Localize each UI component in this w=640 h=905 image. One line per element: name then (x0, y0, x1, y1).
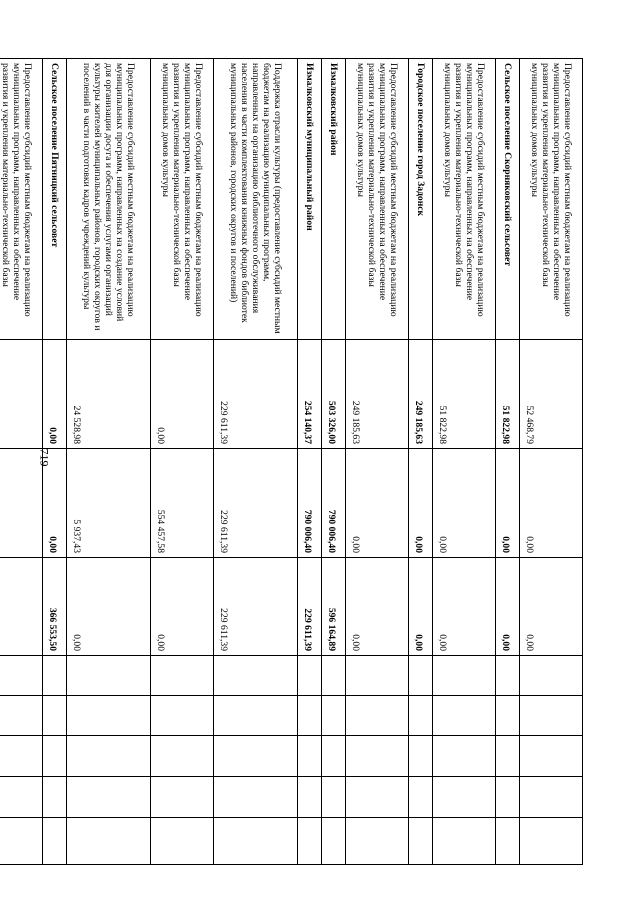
empty-cell (151, 696, 214, 736)
table-row (433, 59, 496, 865)
empty-cell (346, 696, 409, 736)
value-col-2: 554 457,58 (151, 449, 214, 558)
row-description: Измалковский район (322, 59, 346, 340)
empty-cell (433, 656, 496, 696)
empty-cell (214, 818, 298, 865)
value-col-2: 229 611,39 (214, 449, 298, 558)
empty-cell (520, 736, 583, 777)
value-col-1: 229 611,39 (214, 340, 298, 449)
value-col-2: 790 006,40 (298, 449, 322, 558)
empty-cell (346, 656, 409, 696)
row-description: Городское поселение город Задонск (409, 59, 433, 340)
empty-cell (0, 696, 43, 736)
empty-cell (67, 696, 151, 736)
value-col-3: 596 164,89 (322, 558, 346, 656)
value-col-2: 0,00 (346, 449, 409, 558)
empty-cell (298, 696, 322, 736)
row-description: Сельское поселение Скорняковский сельсовет (496, 59, 520, 340)
table-row (520, 59, 583, 865)
empty-cell (322, 818, 346, 865)
value-col-1: 503 326,00 (322, 340, 346, 449)
empty-cell (151, 818, 214, 865)
value-col-3: 229 611,39 (214, 558, 298, 656)
value-col-3: 0,00 (151, 558, 214, 656)
empty-cell (214, 696, 298, 736)
empty-cell (520, 818, 583, 865)
value-col-3: 0,00 (346, 558, 409, 656)
empty-cell (214, 736, 298, 777)
value-col-1: 0,00 (151, 340, 214, 449)
table-row (151, 59, 214, 865)
value-col-3: 229 611,39 (298, 558, 322, 656)
empty-cell (214, 777, 298, 818)
empty-cell (520, 777, 583, 818)
budget-table (0, 58, 583, 865)
row-description: Сельское поселение Пятницкий сельсовет (43, 59, 67, 340)
table-row (43, 59, 67, 865)
row-description: Предоставление субсидий местным бюджетам на реализацию муниципальных программ, направленных на обеспечение развития и укрепления материально-технической базы (0, 59, 43, 340)
empty-cell (346, 777, 409, 818)
value-col-2: 0,00 (43, 449, 67, 558)
empty-cell (151, 736, 214, 777)
table-row (409, 59, 433, 865)
table-row (214, 59, 298, 865)
value-col-2 (0, 449, 43, 558)
value-col-1: 254 140,37 (298, 340, 322, 449)
value-col-3: 0,00 (496, 558, 520, 656)
empty-cell (520, 696, 583, 736)
value-col-2: 0,00 (520, 449, 583, 558)
empty-cell (43, 777, 67, 818)
empty-cell (496, 736, 520, 777)
table-row (298, 59, 322, 865)
empty-cell (298, 777, 322, 818)
table-row (322, 59, 346, 865)
empty-cell (346, 818, 409, 865)
empty-cell (433, 777, 496, 818)
empty-cell (298, 818, 322, 865)
page-number: 719 (37, 448, 52, 467)
value-col-1: 52 468,79 (520, 340, 583, 449)
value-col-1: 51 822,98 (433, 340, 496, 449)
empty-cell (409, 777, 433, 818)
empty-cell (298, 656, 322, 696)
empty-cell (496, 818, 520, 865)
empty-cell (0, 818, 43, 865)
value-col-2: 0,00 (496, 449, 520, 558)
table-row (0, 59, 43, 865)
empty-cell (433, 736, 496, 777)
empty-cell (43, 696, 67, 736)
empty-cell (520, 656, 583, 696)
empty-cell (67, 818, 151, 865)
table-row (67, 59, 151, 865)
value-col-1: 249 185,63 (346, 340, 409, 449)
row-description: Предоставление субсидий местным бюджетам на реализацию муниципальных программ, направленных на обеспечение развития и укрепления материально-технической базы муниципальных домов культуры (346, 59, 409, 340)
empty-cell (433, 818, 496, 865)
value-col-3: 0,00 (520, 558, 583, 656)
value-col-2: 5 937,43 (67, 449, 151, 558)
empty-cell (409, 818, 433, 865)
empty-cell (409, 696, 433, 736)
value-col-3: 0,00 (409, 558, 433, 656)
value-col-1: 0,00 (43, 340, 67, 449)
value-col-2: 790 006,40 (322, 449, 346, 558)
value-col-3: 0,00 (67, 558, 151, 656)
empty-cell (0, 736, 43, 777)
empty-cell (67, 736, 151, 777)
empty-cell (496, 777, 520, 818)
empty-cell (67, 656, 151, 696)
value-col-1: 249 185,63 (409, 340, 433, 449)
empty-cell (43, 656, 67, 696)
empty-cell (409, 656, 433, 696)
row-description: Измалковский муниципальный район (298, 59, 322, 340)
empty-cell (298, 736, 322, 777)
empty-cell (43, 818, 67, 865)
empty-cell (322, 777, 346, 818)
empty-cell (0, 777, 43, 818)
empty-cell (433, 696, 496, 736)
empty-cell (67, 777, 151, 818)
empty-cell (496, 696, 520, 736)
empty-cell (0, 656, 43, 696)
value-col-3: 366 553,50 (43, 558, 67, 656)
empty-cell (151, 777, 214, 818)
row-description: Предоставление субсидий местным бюджетам на реализацию муниципальных программ, направленных на обеспечение развития и укрепления материально-технической базы муниципальных домов культуры (151, 59, 214, 340)
empty-cell (322, 736, 346, 777)
empty-cell (346, 736, 409, 777)
value-col-3: 0,00 (433, 558, 496, 656)
value-col-1: 51 822,98 (496, 340, 520, 449)
row-description: Предоставление субсидий местным бюджетам на реализацию муниципальных программ, направленных на создание условий для организации досуга и обеспечения услугами организаций культуры жителей муниципальных районов, городских округов и поселений в части подготовки кадров учреждений культуры (67, 59, 151, 340)
row-description: Предоставление субсидий местным бюджетам на реализацию муниципальных программ, направленных на обеспечение развития и укрепления материально-технической базы муниципальных домов культуры (433, 59, 496, 340)
empty-cell (151, 656, 214, 696)
value-col-1: 24 528,98 (67, 340, 151, 449)
value-col-1 (0, 340, 43, 449)
row-description: Предоставление субсидий местным бюджетам на реализацию муниципальных программ, направленных на обеспечение развития и укрепления материально-технической базы муниципальных домов культуры (520, 59, 583, 340)
value-col-2: 0,00 (433, 449, 496, 558)
table-row (346, 59, 409, 865)
value-col-3 (0, 558, 43, 656)
table-body (0, 59, 583, 865)
empty-cell (214, 656, 298, 696)
table-row (496, 59, 520, 865)
empty-cell (322, 696, 346, 736)
row-description: Поддержка отрасли культуры (предоставление субсидий местным бюджетам на реализацию муниципальных программ, направленных на организацию библиотечного обслуживания населения в части комплектования книжных фондов библиотек муниципальных районов, городских округов и поселений) (214, 59, 298, 340)
value-col-2: 0,00 (409, 449, 433, 558)
empty-cell (496, 656, 520, 696)
empty-cell (322, 656, 346, 696)
empty-cell (43, 736, 67, 777)
empty-cell (409, 736, 433, 777)
